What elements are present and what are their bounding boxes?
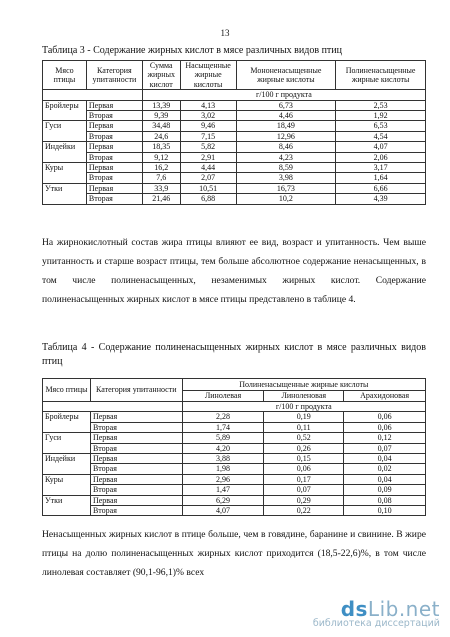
- table4-value-cell: 0,04: [344, 474, 426, 484]
- table3-header-sum: Сумма жирных кислот: [142, 61, 180, 90]
- table4-bird-cell: Индейки: [43, 454, 91, 475]
- table3-value-cell: 9,46: [180, 121, 236, 131]
- table3-bird-cell: Гуси: [43, 121, 87, 142]
- table4-value-cell: 6,29: [182, 495, 264, 505]
- table4-category-cell: Вторая: [90, 464, 182, 474]
- table3-value-cell: 9,39: [142, 111, 180, 121]
- table3-row: [43, 121, 426, 131]
- table4-row: [43, 443, 426, 453]
- table3-value-cell: 34,48: [142, 121, 180, 131]
- table3-unit: г/100 г продукта: [142, 90, 425, 100]
- table4-category-cell: Вторая: [90, 485, 182, 495]
- table3-value-cell: 18,49: [236, 121, 336, 131]
- table4-bird-cell: Бройлеры: [43, 412, 91, 433]
- table3-row: [43, 194, 426, 204]
- table4-header-group: Полиненасыщенные жирные кислоты: [182, 379, 425, 391]
- table3-category-cell: Вторая: [86, 152, 142, 162]
- table3-category-cell: Вторая: [86, 111, 142, 121]
- table3: [42, 60, 426, 205]
- table4-value-cell: 3,88: [182, 454, 264, 464]
- table4-category-cell: Вторая: [90, 422, 182, 432]
- table3-value-cell: 24,6: [142, 131, 180, 141]
- table3-header-row: [43, 61, 426, 90]
- table3-value-cell: 4,44: [180, 163, 236, 173]
- table3-row: [43, 100, 426, 110]
- table3-header-bird: Мясо птицы: [43, 61, 87, 90]
- table3-value-cell: 2,06: [336, 152, 426, 162]
- table4-header-bird: Мясо птицы: [43, 379, 91, 402]
- table3-row: [43, 131, 426, 141]
- watermark-logo: dsLib.net: [340, 597, 440, 621]
- table3-unit-spacer: [43, 90, 143, 100]
- table4-value-cell: 0,26: [264, 443, 344, 453]
- table3-category-cell: Первая: [86, 142, 142, 152]
- paragraph-2: Ненасыщенных жирных кислот в птице больше, чем в говядине, баранине и свинине. В жире птицы на долю полиненасыщенных жирных кислот приходится (18,5-22,6)%, в том числе линолевая составляет (90,1-96,1)% всех: [42, 529, 426, 578]
- watermark-subtitle: библиотека диссертаций: [312, 618, 440, 629]
- table3-value-cell: 7,15: [180, 131, 236, 141]
- table4-bird-cell: Утки: [43, 495, 91, 516]
- table3-bird-cell: Бройлеры: [43, 100, 87, 121]
- table3-row: [43, 163, 426, 173]
- table3-category-cell: Вторая: [86, 131, 142, 141]
- table3-category-cell: Первая: [86, 121, 142, 131]
- table4-row: [43, 495, 426, 505]
- table3-row: [43, 173, 426, 183]
- table4-value-cell: 0,06: [264, 464, 344, 474]
- table3-value-cell: 1,92: [336, 111, 426, 121]
- table4-row: [43, 422, 426, 432]
- table4-row: [43, 433, 426, 443]
- table3-value-cell: 16,73: [236, 183, 336, 193]
- table4-category-cell: Вторая: [90, 506, 182, 516]
- table3-header-category: Категория упитанности: [86, 61, 142, 90]
- table3-value-cell: 2,07: [180, 173, 236, 183]
- table4-value-cell: 0,29: [264, 495, 344, 505]
- table3-bird-cell: Индейки: [43, 142, 87, 163]
- table3-category-cell: Вторая: [86, 194, 142, 204]
- table3-value-cell: 10,51: [180, 183, 236, 193]
- table4-value-cell: 0,09: [344, 485, 426, 495]
- table4-header-category: Категория упитанности: [90, 379, 182, 402]
- table3-bird-cell: Утки: [43, 183, 87, 204]
- table4-header-linolenic: Линоленовая: [264, 390, 344, 402]
- table4-category-cell: Вторая: [90, 443, 182, 453]
- table3-value-cell: 16,2: [142, 163, 180, 173]
- table3-row: [43, 111, 426, 121]
- table4-category-cell: Первая: [90, 454, 182, 464]
- table4-value-cell: 0,06: [344, 422, 426, 432]
- table4-value-cell: 1,98: [182, 464, 264, 474]
- table3-value-cell: 5,82: [180, 142, 236, 152]
- table4-value-cell: 2,96: [182, 474, 264, 484]
- table4-header-arachidonic: Арахидоновая: [344, 390, 426, 402]
- table4-value-cell: 0,07: [344, 443, 426, 453]
- table3-category-cell: Вторая: [86, 173, 142, 183]
- table4-value-cell: 0,02: [344, 464, 426, 474]
- table4-value-cell: 0,08: [344, 495, 426, 505]
- table3-value-cell: 6,73: [236, 100, 336, 110]
- table4-category-cell: Первая: [90, 433, 182, 443]
- table3-value-cell: 6,53: [336, 121, 426, 131]
- table3-value-cell: 2,53: [336, 100, 426, 110]
- table3-value-cell: 2,91: [180, 152, 236, 162]
- table4-value-cell: 2,28: [182, 412, 264, 422]
- table4-value-cell: 0,06: [344, 412, 426, 422]
- table3-unit-row: [43, 90, 426, 100]
- table3-value-cell: 8,59: [236, 163, 336, 173]
- table3-row: [43, 142, 426, 152]
- table4-value-cell: 0,17: [264, 474, 344, 484]
- table4-row: [43, 485, 426, 495]
- table4-value-cell: 0,52: [264, 433, 344, 443]
- table4-value-cell: 0,10: [344, 506, 426, 516]
- table4-row: [43, 464, 426, 474]
- table3-value-cell: 7,6: [142, 173, 180, 183]
- table3-header-poly: Полиненасыщенные жирные кислоты: [336, 61, 426, 90]
- table3-value-cell: 3,17: [336, 163, 426, 173]
- table4-value-cell: 1,74: [182, 422, 264, 432]
- table3-header-saturated: Насыщенные жирные кислоты: [180, 61, 236, 90]
- table4-value-cell: 0,11: [264, 422, 344, 432]
- table4-row: [43, 412, 426, 422]
- table4-caption: Таблица 4 - Содержание полиненасыщенных жирных кислот в мясе различных видов птиц: [42, 342, 426, 367]
- table3-value-cell: 4,13: [180, 100, 236, 110]
- table4-unit: г/100 г продукта: [182, 402, 425, 412]
- table4-category-cell: Первая: [90, 412, 182, 422]
- table4-bird-cell: Куры: [43, 474, 91, 495]
- table4-unit-spacer: [43, 402, 183, 412]
- table3-row: [43, 152, 426, 162]
- table3-category-cell: Первая: [86, 100, 142, 110]
- table3-value-cell: 10,2: [236, 194, 336, 204]
- table3-value-cell: 13,39: [142, 100, 180, 110]
- table3-bird-cell: Куры: [43, 163, 87, 184]
- table4-value-cell: 4,07: [182, 506, 264, 516]
- table4-category-cell: Первая: [90, 474, 182, 484]
- table4-header-linoleic: Линолевая: [182, 390, 264, 402]
- table3-value-cell: 4,39: [336, 194, 426, 204]
- table4-value-cell: 0,19: [264, 412, 344, 422]
- table3-header-mono: Мононенасыщенные жирные кислоты: [236, 61, 336, 90]
- watermark: [313, 597, 440, 629]
- table3-value-cell: 6,88: [180, 194, 236, 204]
- table3-value-cell: 4,46: [236, 111, 336, 121]
- table3-value-cell: 4,23: [236, 152, 336, 162]
- table3-value-cell: 4,07: [336, 142, 426, 152]
- table3-value-cell: 8,46: [236, 142, 336, 152]
- table3-value-cell: 12,96: [236, 131, 336, 141]
- table4-value-cell: 0,15: [264, 454, 344, 464]
- table4-value-cell: 0,22: [264, 506, 344, 516]
- table4-unit-row: [43, 402, 426, 412]
- table4-value-cell: 0,04: [344, 454, 426, 464]
- table4-value-cell: 0,07: [264, 485, 344, 495]
- table4-value-cell: 5,89: [182, 433, 264, 443]
- table3-value-cell: 3,98: [236, 173, 336, 183]
- table3-caption: Таблица 3 - Содержание жирных кислот в мясе различных видов птиц: [42, 45, 342, 56]
- table3-value-cell: 1,64: [336, 173, 426, 183]
- table3-category-cell: Первая: [86, 183, 142, 193]
- table4-row: [43, 506, 426, 516]
- table4-header-row: [43, 379, 426, 391]
- table4-row: [43, 454, 426, 464]
- table4-bird-cell: Гуси: [43, 433, 91, 454]
- table4-value-cell: 4,20: [182, 443, 264, 453]
- table4-row: [43, 474, 426, 484]
- table3-value-cell: 21,46: [142, 194, 180, 204]
- table3-value-cell: 18,35: [142, 142, 180, 152]
- page-number: 13: [220, 28, 230, 38]
- table3-value-cell: 33,9: [142, 183, 180, 193]
- table4: [42, 378, 426, 516]
- table3-value-cell: 6,66: [336, 183, 426, 193]
- table3-value-cell: 3,02: [180, 111, 236, 121]
- table4-value-cell: 1,47: [182, 485, 264, 495]
- table3-value-cell: 4,54: [336, 131, 426, 141]
- table4-category-cell: Первая: [90, 495, 182, 505]
- table4-value-cell: 0,12: [344, 433, 426, 443]
- table3-row: [43, 183, 426, 193]
- table3-value-cell: 9,12: [142, 152, 180, 162]
- paragraph-1: На жирнокислотный состав жира птицы влияют ее вид, возраст и упитанность. Чем выше упитанность и старше возраст птицы, тем больше абсолютное содержание ненасыщенных, в том числе полиненасыщенных, незаменимых жирных кислот. Содержание полиненасыщенных жирных кислот в мясе птицы представлено в таблице 4.: [42, 237, 426, 305]
- table3-category-cell: Первая: [86, 163, 142, 173]
